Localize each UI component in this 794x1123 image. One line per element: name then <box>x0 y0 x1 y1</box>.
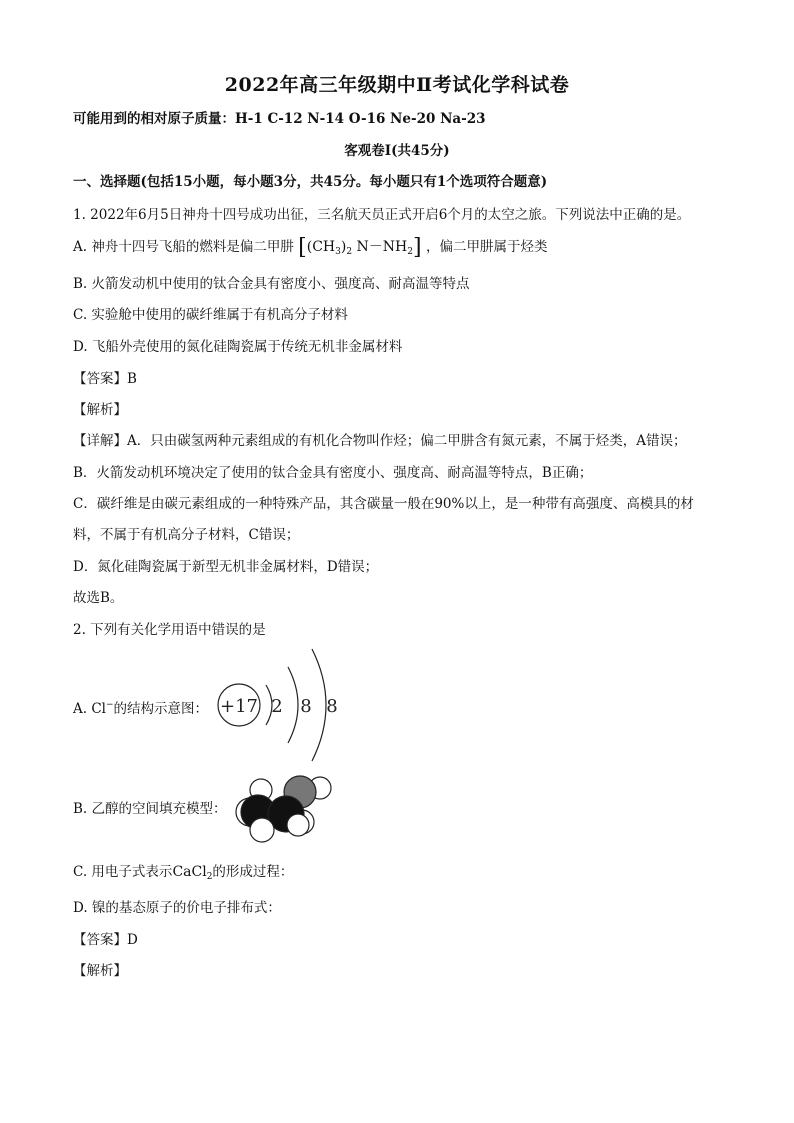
q1-detail-2: B．火箭发动机环境决定了使用的钛合金具有密度小、强度高、耐高温等特点，B正确； <box>73 465 593 481</box>
q2-analysis-tag: 【解析】 <box>73 963 127 979</box>
q1-option-c: C. 实验舱中使用的碳纤维属于有机高分子材料 <box>73 307 348 323</box>
ethanol-space-filling-model <box>228 770 338 845</box>
shell-count-3: 8 <box>326 696 338 717</box>
shell-arc-3 <box>312 649 326 761</box>
chloride-ion-diagram <box>212 645 352 765</box>
q2-option-a: A. Cl−的结构示意图： <box>73 700 209 717</box>
part-one-heading: 一、选择题(包括15小题，每小题3分，共45分。每小题只有1个选项符合题意) <box>73 174 548 190</box>
q2-answer: 【答案】D <box>73 932 138 948</box>
q1-option-a-prefix: A. 神舟十四号飞船的燃料是偏二甲肼 <box>73 239 294 255</box>
q1-detail-1: 【详解】A．只由碳氢两种元素组成的有机化合物叫作烃；偏二甲肼含有氮元素，不属于烃类，A错误； <box>73 433 687 449</box>
q2-option-b: B. 乙醇的空间填充模型： <box>73 801 227 817</box>
q2-stem: 2. 下列有关化学用语中错误的是 <box>73 622 266 638</box>
q1-analysis-tag: 【解析】 <box>73 402 127 418</box>
q1-option-d: D. 飞船外壳使用的氮化硅陶瓷属于传统无机非金属材料 <box>73 339 403 355</box>
q1-detail-4: 料，不属于有机高分子材料，C错误； <box>73 527 300 543</box>
q1-option-a-suffix: ，偏二甲肼属于烃类 <box>426 239 548 255</box>
q1-option-b: B. 火箭发动机中使用的钛合金具有密度小、强度高、耐高温等特点 <box>73 276 470 292</box>
atomic-masses: 可能用到的相对原子质量：H-1 C-12 N-14 O-16 Ne-20 Na-23 <box>73 111 486 127</box>
q2-option-c: C. 用电子式表示CaCl$_2$的形成过程： <box>73 864 294 882</box>
shell-arc-2 <box>288 667 298 743</box>
formula-udmh: [$(CH_3)_2$ $N-NH_2$] <box>298 235 422 260</box>
shell-count-1: 2 <box>271 696 283 717</box>
q1-answer: 【答案】B <box>73 371 137 387</box>
nucleus-charge: +17 <box>220 696 258 717</box>
q1-detail-3: C．碳纤维是由碳元素组成的一种特殊产品，其含碳量一般在90%以上，是一种带有高强度、高模具的材 <box>73 496 694 512</box>
shell-count-2: 8 <box>300 696 312 717</box>
q1-stem: 1. 2022年6月5日神舟十四号成功出征，三名航天员正式开启6个月的太空之旅。下列说法中正确的是。 <box>73 207 691 223</box>
page-title: 2022年高三年级期中Ⅱ考试化学科试卷 <box>224 74 570 96</box>
q1-option-a <box>73 237 548 262</box>
q2-option-d: D. 镍的基态原子的价电子排布式： <box>73 900 281 916</box>
q1-conclusion: 故选B。 <box>73 590 124 606</box>
q1-detail-5: D．氮化硅陶瓷属于新型无机非金属材料，D错误； <box>73 559 379 575</box>
section-title: 客观卷Ⅰ(共45分) <box>344 143 450 159</box>
